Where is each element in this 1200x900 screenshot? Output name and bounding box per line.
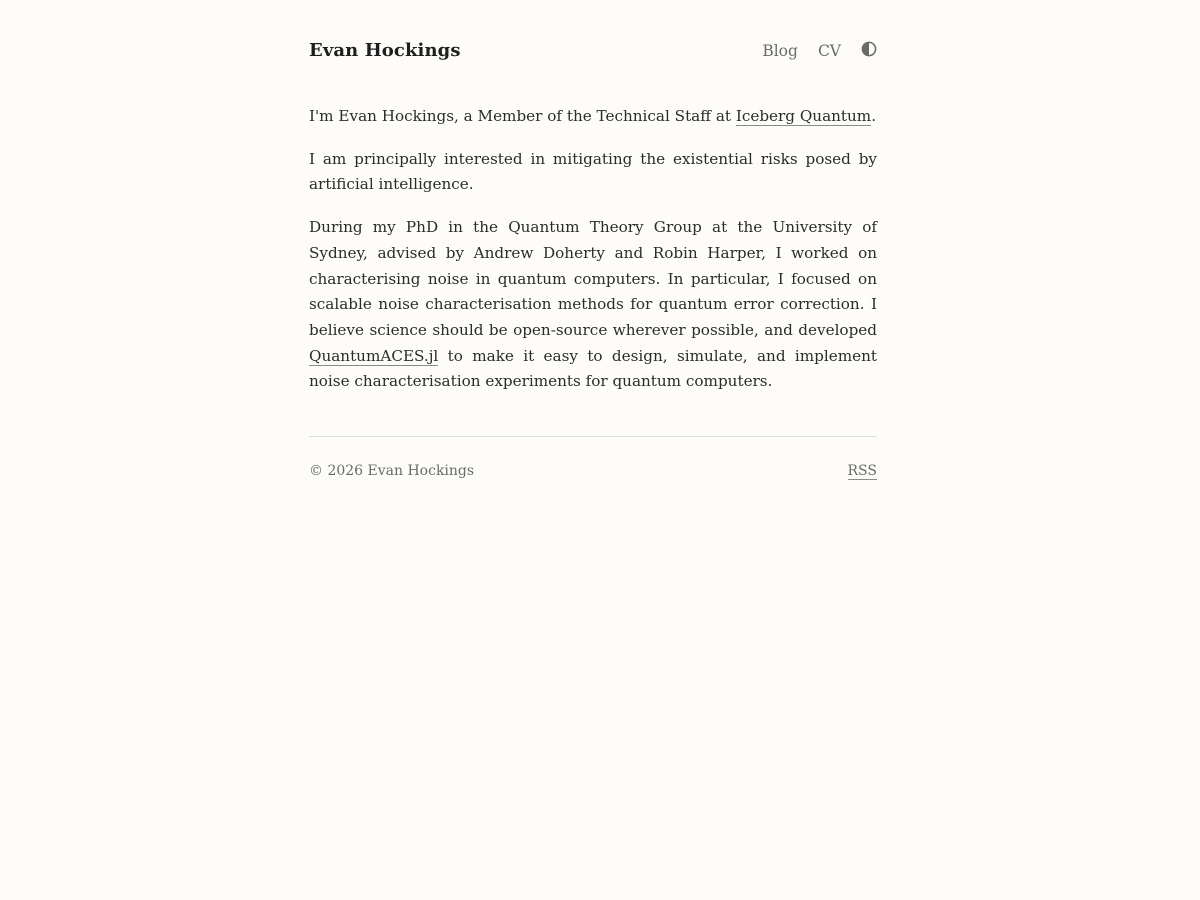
main-nav (762, 42, 877, 60)
nav-blog-link[interactable]: Blog (762, 42, 798, 60)
phd-text-end: to make it easy to design, simulate, and implement noise characterisation experiments for quantum computers. (309, 346, 877, 391)
rss-link[interactable]: RSS (847, 463, 877, 479)
intro-text: I'm Evan Hockings, a Member of the Technical Staff at (309, 107, 736, 125)
site-header (309, 0, 877, 104)
phd-text: During my PhD in the Quantum Theory Group at the University of Sydney, advised by Andrew Doherty and Robin Harper, I worked on characterising noise in quantum computers. In particular, I focused on scalable noise characterisation methods for quantum error correction. I believe science should be open-source wherever possible, and developed (309, 218, 877, 339)
half-circle-icon (861, 41, 877, 57)
intro-paragraph (309, 104, 877, 130)
phd-paragraph (309, 215, 877, 395)
quantumaces-link[interactable]: QuantumACES.jl (309, 346, 439, 365)
site-footer (309, 436, 877, 487)
site-title-link[interactable]: Evan Hockings (309, 40, 461, 61)
iceberg-quantum-link[interactable]: Iceberg Quantum (735, 107, 872, 125)
theme-toggle-button[interactable] (861, 41, 877, 57)
interest-paragraph: I am principally interested in mitigating the existential risks posed by artificial intelligence. (309, 149, 877, 194)
intro-text-end: . (871, 107, 877, 125)
copyright-text: © 2026 Evan Hockings (309, 463, 475, 479)
nav-cv-link[interactable]: CV (817, 42, 841, 60)
page-container (309, 0, 877, 479)
main-content (309, 104, 877, 395)
